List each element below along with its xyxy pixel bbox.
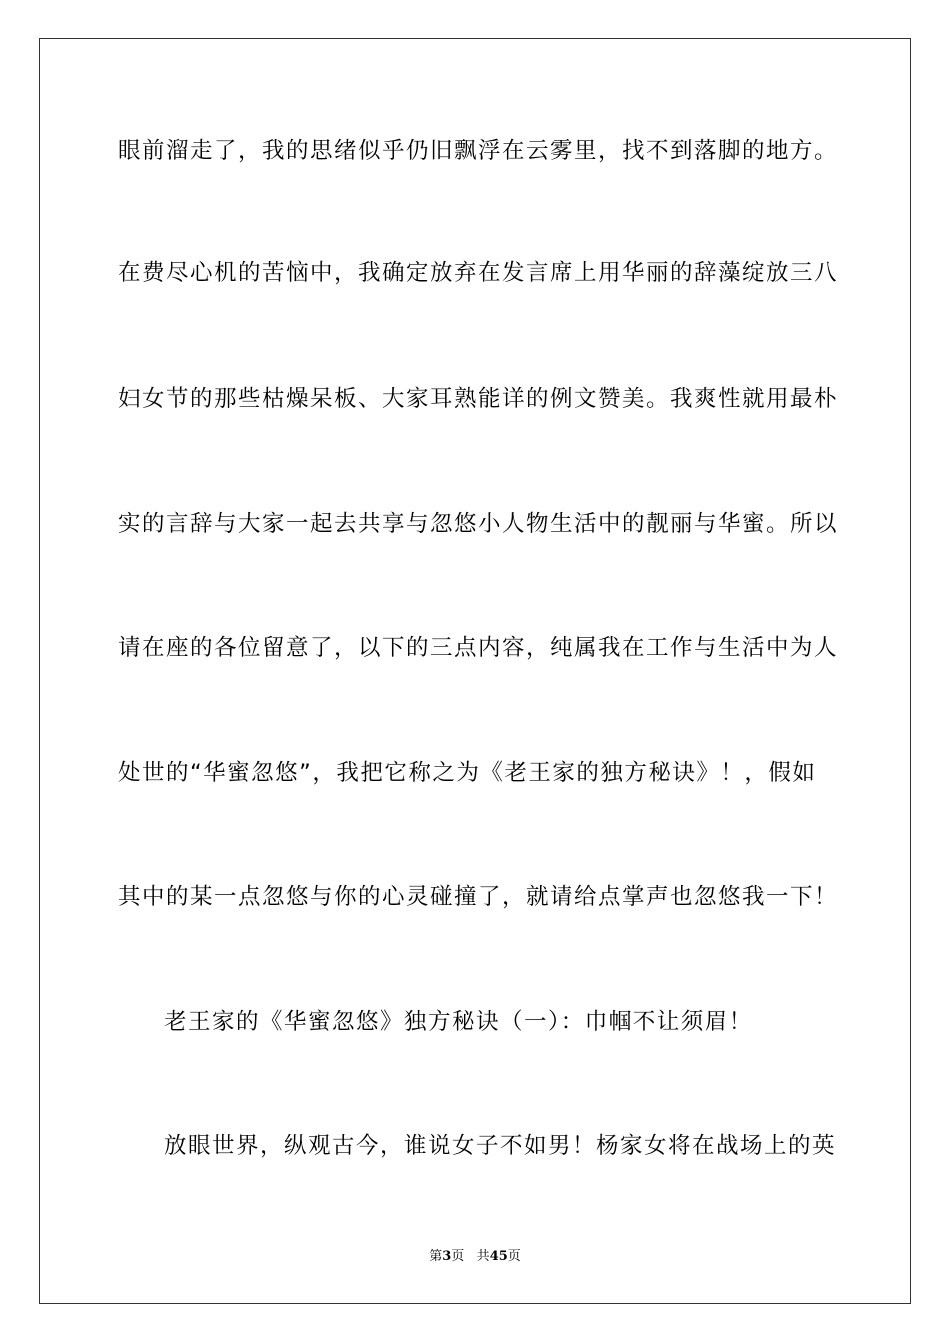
page-border bbox=[39, 38, 911, 1304]
footer-prefix: 第 bbox=[429, 1249, 443, 1264]
body-line-3: 妇女节的那些枯燥呆板、大家耳熟能详的例文赞美。我爽性就用最朴 bbox=[118, 386, 839, 412]
section-heading: 老王家的《华蜜忽悠》独方秘诀（一）：巾帼不让须眉！ bbox=[164, 1009, 753, 1035]
page-footer bbox=[0, 1248, 950, 1266]
footer-total-prefix: 共 bbox=[476, 1249, 490, 1264]
body-line-6: 处世的“华蜜忽悠”，我把它称之为《老王家的独方秘诀》！，假如 bbox=[118, 760, 817, 786]
body-line-2: 在费尽心机的苦恼中，我确定放弃在发言席上用华丽的辞藻绽放三八 bbox=[118, 260, 839, 286]
body-line-4: 实的言辞与大家一起去共享与忽悠小人物生活中的靓丽与华蜜。所以 bbox=[118, 511, 839, 537]
body-line-1: 眼前溜走了，我的思绪似乎仍旧飘浮在云雾里，找不到落脚的地方。 bbox=[118, 138, 839, 164]
body-line-9: 放眼世界，纵观古今，谁说女子不如男！杨家女将在战场上的英 bbox=[164, 1133, 837, 1159]
current-page-number: 3 bbox=[442, 1249, 452, 1264]
body-line-5: 请在座的各位留意了，以下的三点内容，纯属我在工作与生活中为人 bbox=[118, 635, 839, 661]
body-line-7: 其中的某一点忽悠与你的心灵碰撞了，就请给点掌声也忽悠我一下！ bbox=[118, 884, 839, 910]
footer-page-suffix: 页 bbox=[451, 1249, 465, 1264]
total-pages-number: 45 bbox=[489, 1249, 508, 1264]
footer-total-suffix: 页 bbox=[507, 1249, 521, 1264]
